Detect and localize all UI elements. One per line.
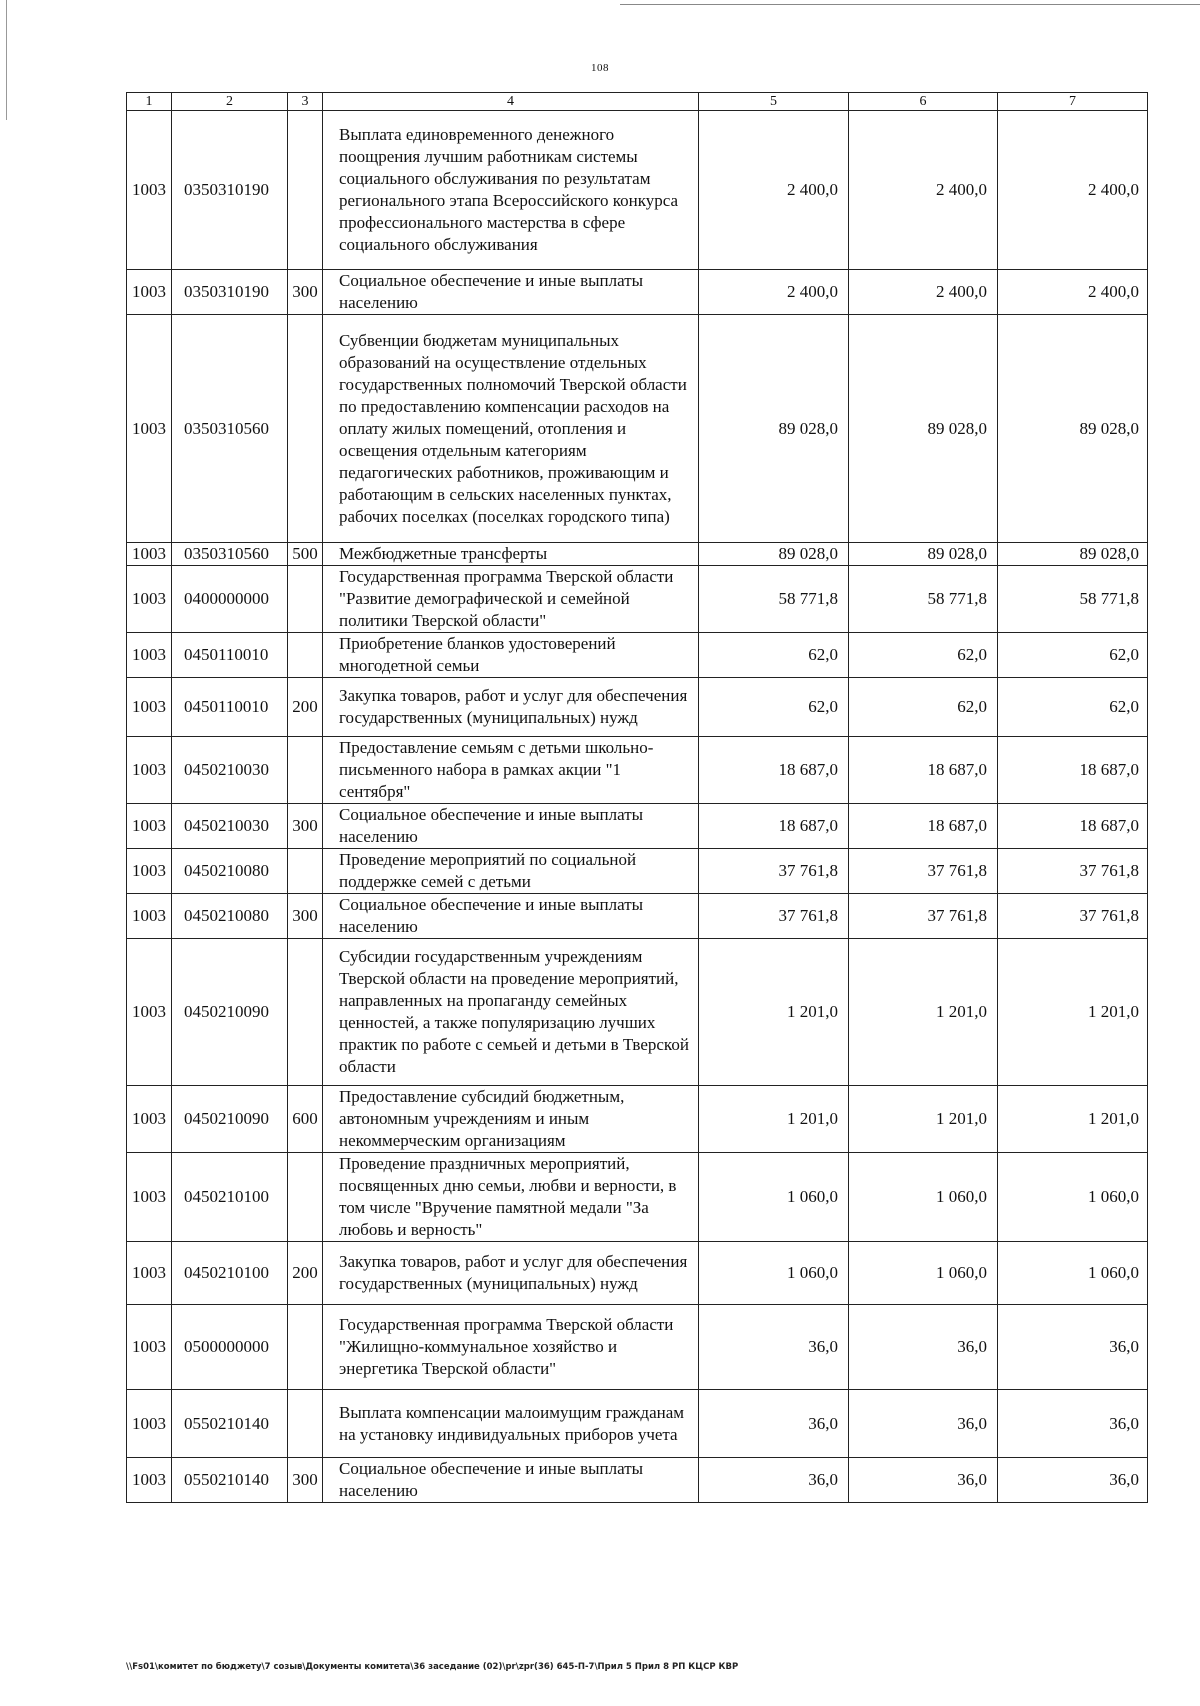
cell-description: Закупка товаров, работ и услуг для обеспечения государственных (муниципальных) нужд (323, 1242, 699, 1305)
table-row (127, 566, 1148, 633)
cell-amount-col5: 37 761,8 (699, 849, 849, 894)
cell-section: 1003 (127, 1153, 172, 1242)
cell-target-code: 0450210100 (172, 1153, 288, 1242)
cell-section: 1003 (127, 804, 172, 849)
cell-amount-col5: 62,0 (699, 678, 849, 737)
cell-amount-col6: 18 687,0 (849, 804, 998, 849)
cell-amount-col6: 2 400,0 (849, 270, 998, 315)
cell-amount-col7: 2 400,0 (998, 270, 1148, 315)
cell-amount-col6: 89 028,0 (849, 543, 998, 566)
cell-section: 1003 (127, 270, 172, 315)
cell-amount-col6: 2 400,0 (849, 111, 998, 270)
cell-amount-col6: 62,0 (849, 678, 998, 737)
cell-target-code: 0550210140 (172, 1390, 288, 1458)
cell-amount-col5: 37 761,8 (699, 894, 849, 939)
cell-description: Выплата единовременного денежного поощрения лучшим работникам системы социального обслуживания по результатам регионального этапа Всероссийского конкурса профессионального мастерства в сфере социального обслуживания (323, 111, 699, 270)
cell-amount-col7: 62,0 (998, 633, 1148, 678)
cell-amount-col7: 37 761,8 (998, 849, 1148, 894)
cell-expense-type: 200 (288, 1242, 323, 1305)
table-row (127, 633, 1148, 678)
cell-section: 1003 (127, 633, 172, 678)
cell-amount-col7: 18 687,0 (998, 737, 1148, 804)
header-col-6: 6 (849, 93, 998, 111)
cell-expense-type: 200 (288, 678, 323, 737)
cell-amount-col5: 89 028,0 (699, 315, 849, 543)
cell-amount-col5: 1 201,0 (699, 939, 849, 1086)
cell-description: Предоставление субсидий бюджетным, автономным учреждениям и иным некоммерческим организациям (323, 1086, 699, 1153)
cell-description: Приобретение бланков удостоверений многодетной семьи (323, 633, 699, 678)
table-row (127, 1390, 1148, 1458)
cell-description: Межбюджетные трансферты (323, 543, 699, 566)
cell-amount-col7: 18 687,0 (998, 804, 1148, 849)
cell-description: Закупка товаров, работ и услуг для обеспечения государственных (муниципальных) нужд (323, 678, 699, 737)
cell-description: Выплата компенсации малоимущим гражданам на установку индивидуальных приборов учета (323, 1390, 699, 1458)
cell-amount-col6: 37 761,8 (849, 849, 998, 894)
cell-section: 1003 (127, 939, 172, 1086)
cell-amount-col7: 1 060,0 (998, 1242, 1148, 1305)
table-row (127, 270, 1148, 315)
cell-target-code: 0400000000 (172, 566, 288, 633)
table-body (127, 111, 1148, 1503)
cell-amount-col5: 36,0 (699, 1458, 849, 1503)
cell-target-code: 0350310190 (172, 111, 288, 270)
cell-description: Предоставление семьям с детьми школьно-письменного набора в рамках акции "1 сентября" (323, 737, 699, 804)
cell-amount-col6: 1 060,0 (849, 1242, 998, 1305)
cell-amount-col5: 62,0 (699, 633, 849, 678)
cell-amount-col6: 1 201,0 (849, 939, 998, 1086)
header-col-4: 4 (323, 93, 699, 111)
cell-amount-col6: 1 060,0 (849, 1153, 998, 1242)
cell-expense-type (288, 111, 323, 270)
cell-target-code: 0500000000 (172, 1305, 288, 1390)
cell-target-code: 0350310560 (172, 543, 288, 566)
cell-expense-type (288, 849, 323, 894)
cell-section: 1003 (127, 543, 172, 566)
table-row (127, 894, 1148, 939)
page-number: 108 (591, 62, 609, 74)
cell-amount-col7: 36,0 (998, 1305, 1148, 1390)
table-row (127, 1153, 1148, 1242)
cell-amount-col5: 89 028,0 (699, 543, 849, 566)
cell-amount-col6: 36,0 (849, 1305, 998, 1390)
cell-amount-col5: 2 400,0 (699, 270, 849, 315)
cell-section: 1003 (127, 894, 172, 939)
cell-section: 1003 (127, 1390, 172, 1458)
cell-section: 1003 (127, 566, 172, 633)
cell-amount-col5: 2 400,0 (699, 111, 849, 270)
cell-amount-col5: 58 771,8 (699, 566, 849, 633)
cell-expense-type (288, 939, 323, 1086)
cell-target-code: 0350310190 (172, 270, 288, 315)
cell-target-code: 0450210080 (172, 894, 288, 939)
scan-top-rule (620, 4, 1200, 5)
cell-amount-col5: 1 060,0 (699, 1153, 849, 1242)
cell-amount-col7: 89 028,0 (998, 315, 1148, 543)
table-row (127, 1305, 1148, 1390)
cell-amount-col7: 36,0 (998, 1390, 1148, 1458)
cell-expense-type (288, 1153, 323, 1242)
budget-table (126, 92, 1148, 1503)
cell-expense-type: 300 (288, 1458, 323, 1503)
cell-amount-col7: 62,0 (998, 678, 1148, 737)
cell-amount-col6: 1 201,0 (849, 1086, 998, 1153)
cell-description: Социальное обеспечение и иные выплаты населению (323, 894, 699, 939)
table-row (127, 737, 1148, 804)
cell-section: 1003 (127, 1458, 172, 1503)
cell-expense-type: 300 (288, 270, 323, 315)
cell-expense-type: 300 (288, 894, 323, 939)
cell-amount-col6: 89 028,0 (849, 315, 998, 543)
cell-target-code: 0450110010 (172, 678, 288, 737)
header-col-2: 2 (172, 93, 288, 111)
cell-target-code: 0550210140 (172, 1458, 288, 1503)
cell-expense-type (288, 737, 323, 804)
scan-left-rule (6, 0, 7, 120)
cell-section: 1003 (127, 1305, 172, 1390)
cell-target-code: 0450210100 (172, 1242, 288, 1305)
cell-amount-col5: 36,0 (699, 1305, 849, 1390)
cell-amount-col5: 1 060,0 (699, 1242, 849, 1305)
cell-target-code: 0450210030 (172, 737, 288, 804)
cell-section: 1003 (127, 737, 172, 804)
cell-amount-col7: 36,0 (998, 1458, 1148, 1503)
cell-amount-col6: 18 687,0 (849, 737, 998, 804)
cell-amount-col7: 2 400,0 (998, 111, 1148, 270)
cell-expense-type (288, 633, 323, 678)
cell-section: 1003 (127, 849, 172, 894)
cell-amount-col7: 1 201,0 (998, 939, 1148, 1086)
cell-description: Субсидии государственным учреждениям Тверской области на проведение мероприятий, направленных на пропаганду семейных ценностей, а также популяризацию лучших практик по работе с семьей и детьми в Тверской области (323, 939, 699, 1086)
table-row (127, 678, 1148, 737)
cell-description: Субвенции бюджетам муниципальных образований на осуществление отдельных государственных полномочий Тверской области по предоставлению компенсации расходов на оплату жилых помещений, отопления и освещения отдельным категориям педагогических работников, проживающим и работающим в сельских населенных пунктах, рабочих поселках (поселках городского типа) (323, 315, 699, 543)
table-row (127, 849, 1148, 894)
cell-expense-type (288, 1390, 323, 1458)
cell-expense-type: 600 (288, 1086, 323, 1153)
footer-file-path: \\Fs01\комитет по бюджету\7 созыв\Документы комитета\36 заседание (02)\pr\zpr(36) 645-П-7\Прил 5 Прил 8 РП КЦСР КВР (126, 1662, 739, 1672)
cell-amount-col5: 36,0 (699, 1390, 849, 1458)
header-col-3: 3 (288, 93, 323, 111)
header-col-5: 5 (699, 93, 849, 111)
cell-target-code: 0350310560 (172, 315, 288, 543)
cell-expense-type (288, 315, 323, 543)
cell-expense-type: 300 (288, 804, 323, 849)
header-col-7: 7 (998, 93, 1148, 111)
cell-target-code: 0450210080 (172, 849, 288, 894)
cell-description: Социальное обеспечение и иные выплаты населению (323, 270, 699, 315)
table-row (127, 111, 1148, 270)
cell-description: Проведение мероприятий по социальной поддержке семей с детьми (323, 849, 699, 894)
cell-target-code: 0450210090 (172, 1086, 288, 1153)
cell-amount-col7: 1 201,0 (998, 1086, 1148, 1153)
cell-target-code: 0450110010 (172, 633, 288, 678)
cell-description: Социальное обеспечение и иные выплаты населению (323, 804, 699, 849)
cell-amount-col6: 58 771,8 (849, 566, 998, 633)
cell-amount-col6: 62,0 (849, 633, 998, 678)
cell-description: Государственная программа Тверской области "Развитие демографической и семейной политики Тверской области" (323, 566, 699, 633)
table-row (127, 804, 1148, 849)
cell-amount-col5: 18 687,0 (699, 804, 849, 849)
cell-expense-type (288, 566, 323, 633)
table-row (127, 543, 1148, 566)
cell-amount-col6: 36,0 (849, 1390, 998, 1458)
cell-amount-col6: 36,0 (849, 1458, 998, 1503)
cell-amount-col7: 37 761,8 (998, 894, 1148, 939)
cell-description: Социальное обеспечение и иные выплаты населению (323, 1458, 699, 1503)
table-row (127, 1458, 1148, 1503)
table-row (127, 1242, 1148, 1305)
cell-section: 1003 (127, 1242, 172, 1305)
cell-amount-col6: 37 761,8 (849, 894, 998, 939)
cell-section: 1003 (127, 1086, 172, 1153)
table-row (127, 315, 1148, 543)
cell-description: Государственная программа Тверской области "Жилищно-коммунальное хозяйство и энергетика Тверской области" (323, 1305, 699, 1390)
table-row (127, 1086, 1148, 1153)
cell-expense-type: 500 (288, 543, 323, 566)
cell-target-code: 0450210090 (172, 939, 288, 1086)
cell-target-code: 0450210030 (172, 804, 288, 849)
table-row (127, 939, 1148, 1086)
cell-amount-col7: 89 028,0 (998, 543, 1148, 566)
cell-section: 1003 (127, 678, 172, 737)
cell-section: 1003 (127, 111, 172, 270)
cell-amount-col7: 58 771,8 (998, 566, 1148, 633)
cell-description: Проведение праздничных мероприятий, посвященных дню семьи, любви и верности, в том числе "Вручение памятной медали "За любовь и верность" (323, 1153, 699, 1242)
header-col-1: 1 (127, 93, 172, 111)
cell-amount-col7: 1 060,0 (998, 1153, 1148, 1242)
cell-amount-col5: 1 201,0 (699, 1086, 849, 1153)
cell-expense-type (288, 1305, 323, 1390)
cell-section: 1003 (127, 315, 172, 543)
cell-amount-col5: 18 687,0 (699, 737, 849, 804)
table-header-row (127, 93, 1148, 111)
